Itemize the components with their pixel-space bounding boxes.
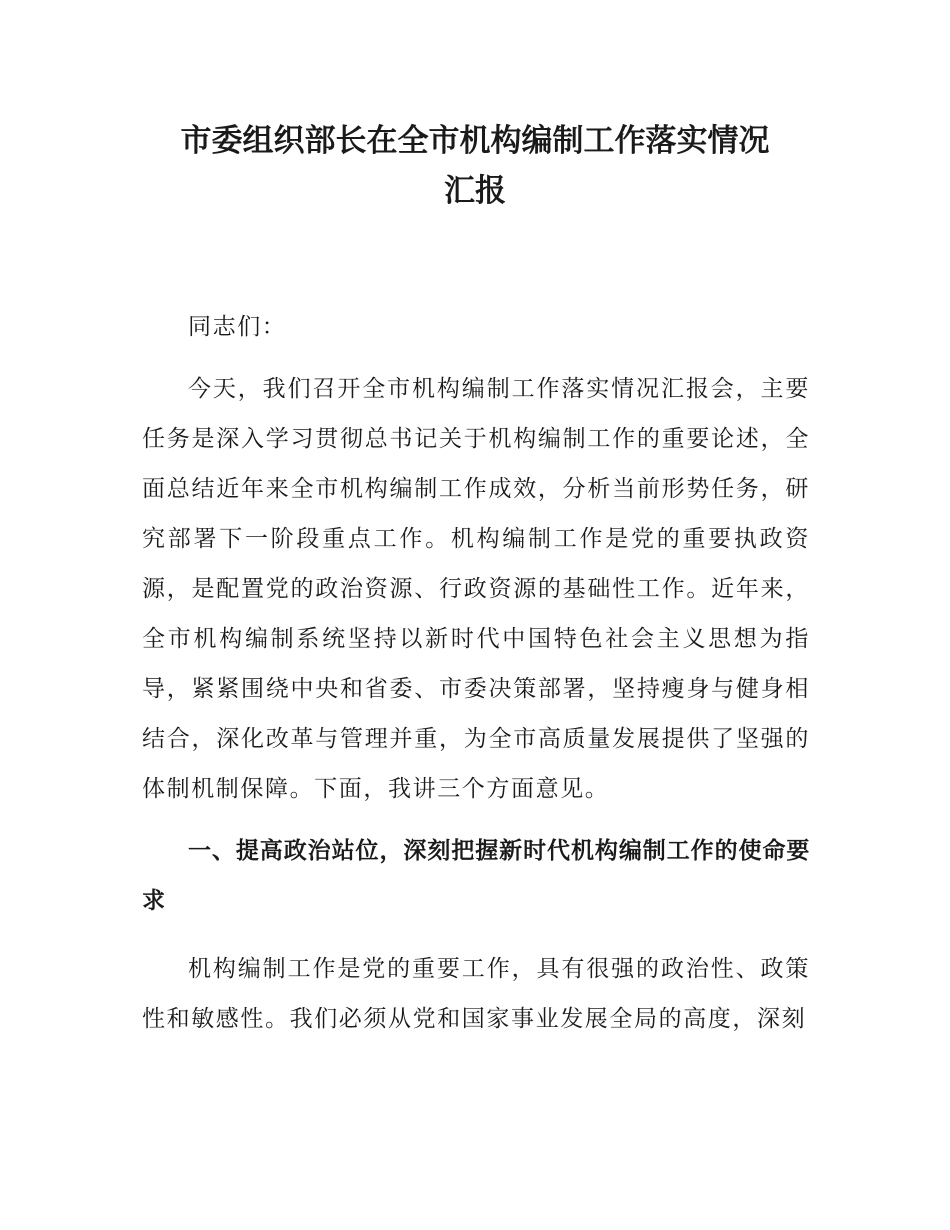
section-heading-1: 一、提高政治站位，深刻把握新时代机构编制工作的使命要求 <box>142 838 810 914</box>
document-title <box>140 116 810 216</box>
body-paragraph-2: 机构编制工作是党的重要工作，具有很强的政治性、政策性和敏感性。我们必须从党和国家事业发展全局的高度，深刻 <box>142 956 810 1032</box>
body-paragraph-1: 今天，我们召开全市机构编制工作落实情况汇报会，主要任务是深入学习贯彻总书记关于机构编制工作的重要论述，全面总结近年来全市机构编制工作成效，分析当前形势任务，研究部署下一阶段重点工作。机构编制工作是党的重要执政资源，是配置党的政治资源、行政资源的基础性工作。近年来，全市机构编制系统坚持以新时代中国特色社会主义思想为指导，紧紧围绕中央和省委、市委决策部署，坚持瘦身与健身相结合，深化改革与管理并重，为全市高质量发展提供了坚强的体制机制保障。下面，我讲三个方面意见。 <box>142 376 810 802</box>
document-title-line1: 市委组织部长在全市机构编制工作落实情况 <box>180 123 770 159</box>
greeting-text: 同志们： <box>188 314 287 340</box>
document-title-line2: 汇报 <box>444 173 506 209</box>
